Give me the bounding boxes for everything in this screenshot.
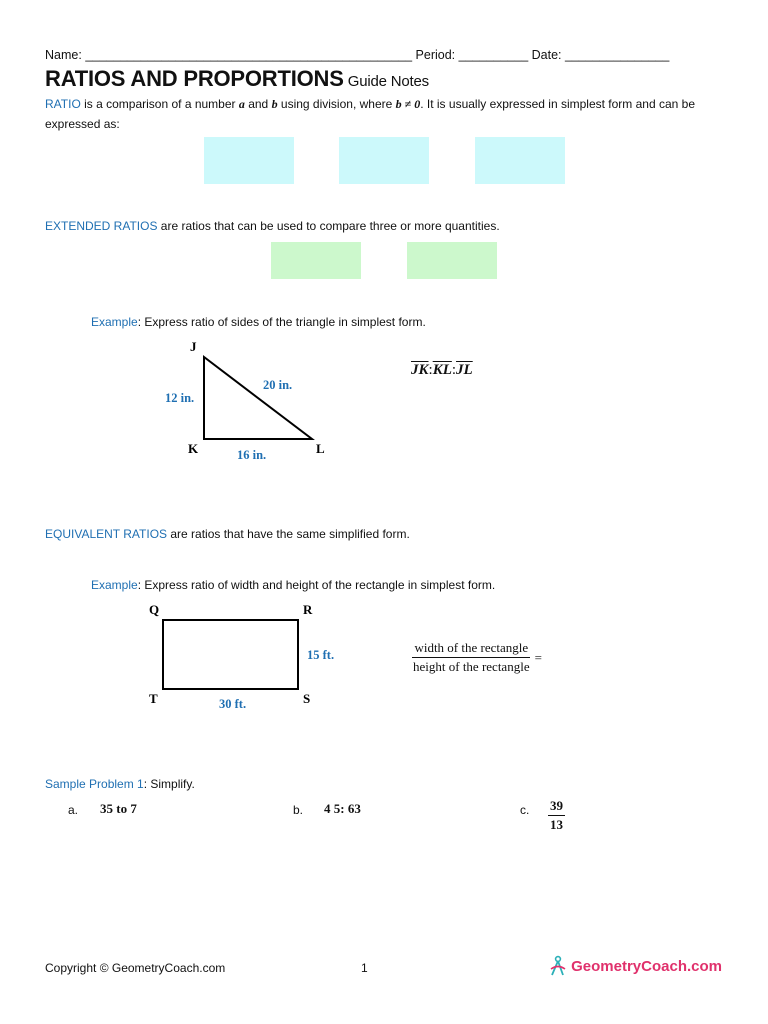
side-jl-label: 20 in. [263, 378, 293, 392]
fraction-numerator: width of the rectangle [412, 640, 530, 658]
vertex-j: J [190, 339, 197, 354]
title-sub: Guide Notes [347, 73, 429, 90]
header-fields [45, 48, 669, 62]
period-label: Period: [415, 48, 456, 62]
ratio-form-box-3[interactable] [475, 137, 565, 184]
segment-jk: $\overline{JK}$ [411, 362, 429, 378]
fraction-denominator: height of the rectangle [413, 659, 530, 674]
compass-logo-icon [548, 955, 568, 977]
vertex-s: S [303, 691, 311, 706]
title-main: RATIOS AND PROPORTIONS [45, 66, 344, 91]
vertex-q: Q [149, 602, 160, 617]
height-label: 15 ft. [307, 648, 335, 662]
problem-c-denominator: 13 [550, 817, 563, 832]
problem-b-letter: b. [293, 803, 304, 817]
example-2-prompt: Example: Express ratio of width and height of the rectangle in simplest form. [91, 578, 496, 592]
equals-sign: = [534, 649, 542, 665]
date-label: Date: [531, 48, 562, 62]
page-title [45, 66, 429, 92]
extended-term: EXTENDED RATIOS [45, 219, 158, 233]
vertex-r: R [303, 602, 313, 617]
width-label: 30 ft. [219, 697, 247, 711]
example-label: Example [91, 578, 138, 592]
problem-a-expr: 35 to 7 [100, 801, 137, 816]
problem-b-expr: 4 5: 63 [324, 801, 361, 816]
logo-text: GeometryCoach.com [571, 957, 722, 975]
var-b: b [271, 97, 278, 111]
equivalent-term: EQUIVALENT RATIOS [45, 527, 168, 541]
ratio-definition: RATIO is a comparison of a number a and b using division, where b ≠ 0. It is usually expressed in simplest form and can be expressed as: [45, 97, 696, 131]
name-blank[interactable]: _______________________________________________ [85, 48, 413, 62]
example-label: Example [91, 315, 138, 329]
ratio-term: RATIO [45, 97, 81, 111]
width-height-fraction [411, 640, 542, 675]
problem-a-letter: a. [68, 803, 79, 817]
side-ratio-expression: $\overline{JK}:\overline{KL}:\overline{JL}$ [411, 362, 473, 378]
page-number: 1 [361, 961, 368, 975]
var-a: a [238, 97, 245, 111]
condition: b ≠ 0 [395, 97, 421, 111]
rectangle-figure [140, 598, 350, 718]
date-blank[interactable]: _______________ [565, 48, 670, 62]
extended-form-box-2[interactable] [407, 242, 497, 279]
copyright-text: Copyright © GeometryCoach.com [45, 961, 226, 975]
rectangle-shape [163, 620, 298, 689]
vertex-t: T [149, 691, 158, 706]
segment-kl: $\overline{KL}$ [432, 362, 452, 378]
side-jk-label: 12 in. [165, 391, 195, 405]
vertex-l: L [316, 441, 325, 456]
triangle-figure [150, 332, 350, 467]
period-blank[interactable]: __________ [458, 48, 529, 62]
brand-logo [548, 955, 722, 977]
problem-c-numerator: 39 [548, 798, 565, 816]
extended-form-box-1[interactable] [271, 242, 361, 279]
side-kl-label: 16 in. [237, 448, 267, 462]
segment-jl: $\overline{JL}$ [456, 362, 473, 378]
extended-ratios-definition: EXTENDED RATIOS are ratios that can be used to compare three or more quantities. [45, 219, 500, 233]
equivalent-ratios-definition: EQUIVALENT RATIOS are ratios that have the same simplified form. [45, 527, 410, 541]
example-1-prompt: Example: Express ratio of sides of the triangle in simplest form. [91, 315, 426, 329]
name-label: Name: [45, 48, 82, 62]
problem-c-letter: c. [520, 803, 530, 817]
triangle-shape [204, 357, 312, 439]
problem-c-fraction [548, 798, 565, 833]
vertex-k: K [188, 441, 199, 456]
sample-problem-heading: Sample Problem 1: Simplify. [45, 777, 195, 791]
sample-label: Sample Problem 1 [45, 777, 144, 791]
ratio-form-box-2[interactable] [339, 137, 429, 184]
ratio-form-box-1[interactable] [204, 137, 294, 184]
